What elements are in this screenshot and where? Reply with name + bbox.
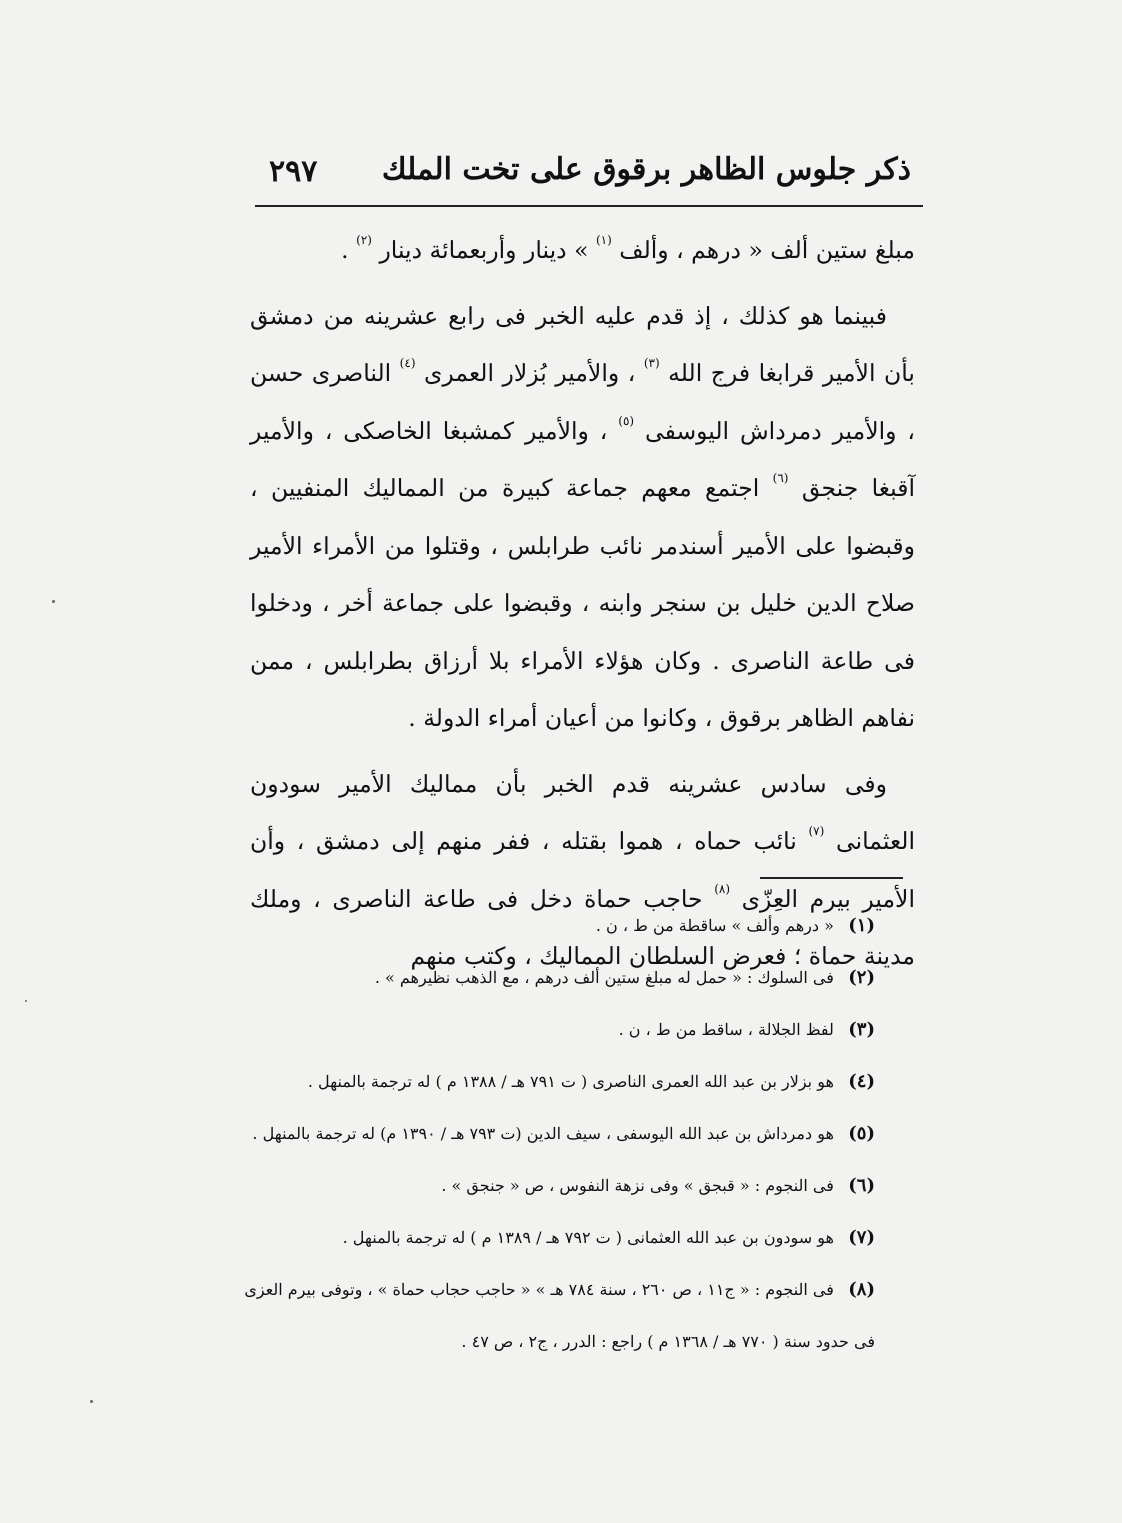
- footnote-number: (٨): [848, 1279, 875, 1300]
- footnote: [235, 1056, 875, 1108]
- footnote: [235, 1264, 875, 1368]
- text-run: مبلغ ستين ألف « درهم ، وألف: [619, 236, 915, 264]
- footnote-number: (٣): [848, 1019, 875, 1040]
- footnote-number: (٤): [848, 1071, 875, 1092]
- paragraph-2: [250, 288, 915, 748]
- footnote: [235, 952, 875, 1004]
- page-number: ٢٩٧: [269, 154, 318, 189]
- main-text: [250, 222, 915, 986]
- footnote-number: (٦): [848, 1175, 875, 1196]
- text-run: ، والأمير بُزلار العمرى: [424, 359, 636, 387]
- footnote-ref-1: (١): [595, 233, 612, 247]
- footnote-ref-7: (٧): [808, 824, 825, 838]
- text-run: نائب حماه ، هموا بقتله ، ففر منهم إلى دمشق ، وأن الأمير بيرم العِزّى: [250, 827, 915, 913]
- text-run: » دينار وأربعمائة دينار: [379, 236, 589, 264]
- footnote-number: (١): [848, 915, 875, 936]
- footnote: [235, 1004, 875, 1056]
- footnote-text: هو سودون بن عبد الله العثمانى ( ت ٧٩٢ هـ / ١٣٨٩ م ) له ترجمة بالمنهل .: [342, 1228, 834, 1247]
- footnote-ref-2: (٢): [356, 233, 372, 247]
- footnote: [235, 1160, 875, 1212]
- footnote-ref-8: (٨): [714, 881, 731, 896]
- header-rule: [255, 205, 923, 207]
- text-run: وفى سادس عشرينه قدم الخبر بأن مماليك الأمير سودون العثمانى: [250, 769, 915, 855]
- text-run: فبينما هو كذلك ، إذ قدم عليه الخبر فى رابع عشرينه من دمشق بأن الأمير قرابغا فرج الله: [250, 301, 915, 387]
- footnote-number: (٢): [848, 967, 875, 988]
- footnote-ref-5: (٥): [618, 413, 635, 428]
- footnote-separator: [760, 877, 903, 879]
- text-run: اجتمع معهم جماعة كبيرة من المماليك المنفيين ، وقبضوا على الأمير أسندمر نائب طرابلس ، وقتلوا من الأمراء الأمير صلاح الدين خليل بن سنجر وابنه ، وقبضوا على جماعة أخر ، ودخلوا فى طاعة الناصرى . وكان هؤلاء الأمراء بلا أرزاق بطرابلس ، ممن نفاهم الظاهر برقوق ، وكانوا من أعيان أمراء الدولة .: [250, 474, 915, 732]
- footnote: [235, 1108, 875, 1160]
- text-run: ، والأمير كمشبغا الخاصكى ، والأمير آقبغا جنجق: [250, 416, 915, 502]
- text-run: الناصرى حسن ، والأمير دمرداش اليوسفى: [250, 359, 915, 445]
- footnote-text: فى السلوك : « حمل له مبلغ ستين ألف درهم ، مع الذهب نظيرهم » .: [374, 968, 834, 987]
- text-run: .: [341, 236, 349, 264]
- running-title: ذكر جلوس الظاهر برقوق على تخت الملك: [381, 152, 911, 187]
- page-header: [255, 150, 923, 200]
- footnote: [235, 1212, 875, 1264]
- footnote-text: هو دمرداش بن عبد الله اليوسفى ، سيف الدين (ت ٧٩٣ هـ / ١٣٩٠ م) له ترجمة بالمنهل .: [252, 1124, 834, 1143]
- paragraph-1: [250, 222, 915, 280]
- footnote-ref-6: (٦): [772, 471, 789, 485]
- footnote-text: فى النجوم : « ج١١ ، ص ٢٦٠ ، سنة ٧٨٤ هـ » « حاجب حجاب حماة » ، وتوفى بيرم العزى فى حدود سنة ( ٧٧٠ هـ / ١٣٦٨ م ) راجع : الدرر ، ج٢ ، ص ٤٧ .: [244, 1280, 875, 1351]
- text-run: حاجب حماة دخل فى طاعة الناصرى ، وملك مدينة حماة ؛ فعرض السلطان المماليك ، وكتب منهم: [250, 884, 915, 970]
- footnote: [235, 900, 875, 952]
- footnote-number: (٥): [848, 1123, 875, 1144]
- footnote-text: لفظ الجلالة ، ساقط من ط ، ن .: [618, 1020, 834, 1039]
- scan-speck: [90, 1400, 93, 1403]
- footnote-text: « درهم وألف » ساقطة من ط ، ن .: [595, 916, 834, 935]
- footnote-number: (٧): [848, 1227, 875, 1248]
- footnote-text: فى النجوم : « قبجق » وفى نزهة النفوس ، ص « جنجق » .: [441, 1176, 834, 1195]
- footnote-ref-3: (٣): [643, 356, 660, 370]
- footnotes: [235, 900, 875, 1368]
- scan-speck: [25, 1000, 27, 1002]
- footnote-ref-4: (٤): [399, 356, 416, 370]
- footnote-text: هو بزلار بن عبد الله العمرى الناصرى ( ت ٧٩١ هـ / ١٣٨٨ م ) له ترجمة بالمنهل .: [307, 1072, 834, 1091]
- scan-speck: [52, 600, 55, 603]
